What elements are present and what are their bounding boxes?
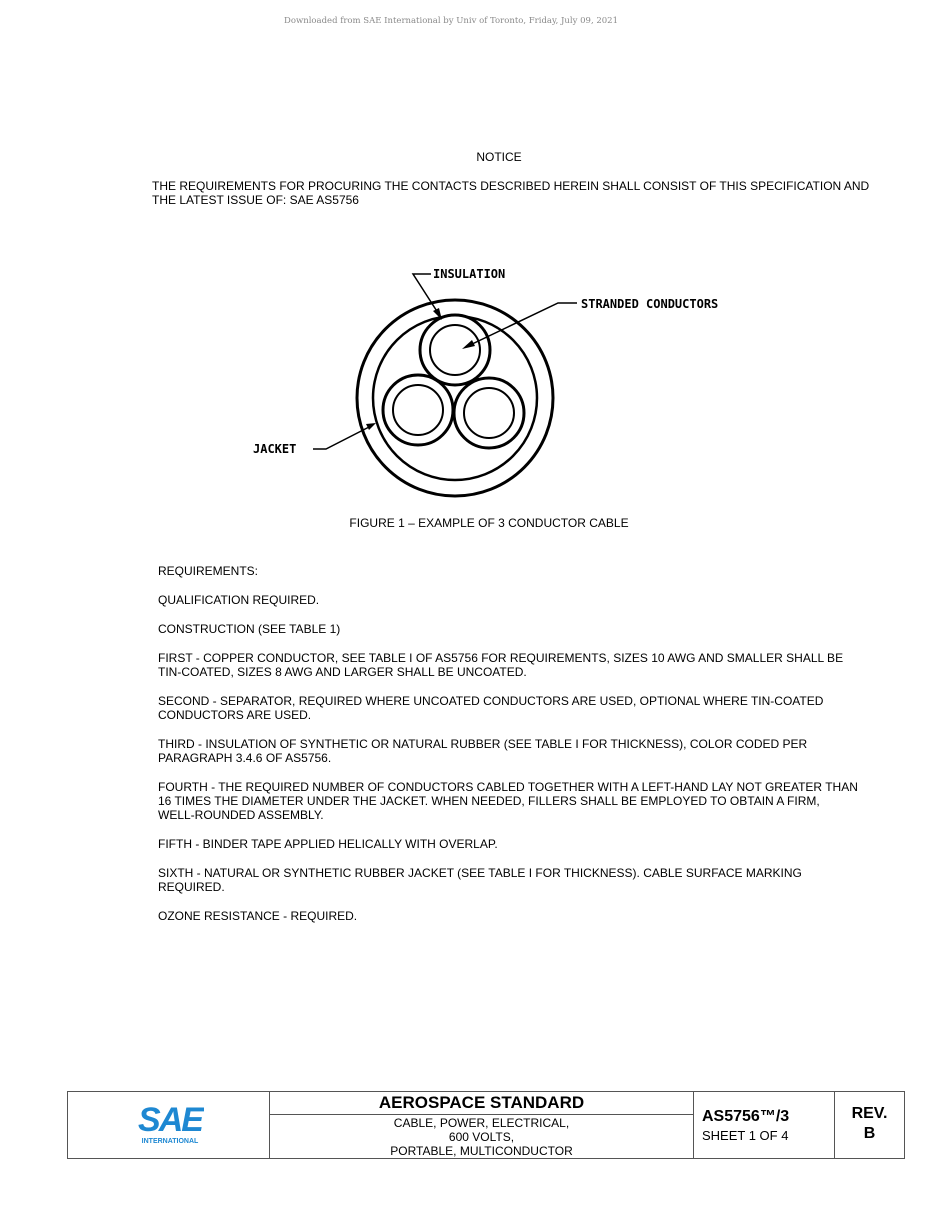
sheet-number: SHEET 1 OF 4 — [702, 1128, 789, 1143]
sae-logo — [136, 1102, 204, 1148]
subtitle-line: CABLE, POWER, ELECTRICAL, — [393, 1116, 570, 1130]
insulation-label: INSULATION — [433, 267, 506, 281]
requirement-item: OZONE RESISTANCE - REQUIRED. — [158, 909, 358, 923]
notice-text: THE REQUIREMENTS FOR PROCURING THE CONTACTS DESCRIBED HEREIN SHALL CONSIST OF THIS SPECIFICATION AND THE LATEST ISSUE OF: SAE AS5756 — [152, 179, 870, 207]
requirement-item: FIFTH - BINDER TAPE APPLIED HELICALLY WITH OVERLAP. — [158, 837, 498, 851]
requirement-item: CONSTRUCTION (SEE TABLE 1) — [158, 622, 341, 636]
conductor-left-core — [393, 385, 443, 435]
jacket-arrowhead — [366, 423, 376, 430]
cable-figure — [240, 258, 780, 508]
subtitle-line: 600 VOLTS, — [448, 1130, 515, 1144]
stranded-conductors-label: STRANDED CONDUCTORS — [581, 297, 719, 311]
standard-subtitle — [270, 1115, 693, 1158]
subtitle-line: PORTABLE, MULTICONDUCTOR — [390, 1144, 573, 1158]
figure-caption: FIGURE 1 – EXAMPLE OF 3 CONDUCTOR CABLE — [349, 516, 629, 530]
svg-text:SAE: SAE — [138, 1102, 202, 1139]
title-cell — [270, 1092, 694, 1158]
conductor-top-core — [430, 325, 480, 375]
requirement-item: SECOND - SEPARATOR, REQUIRED WHERE UNCOATED CONDUCTORS ARE USED, OPTIONAL WHERE TIN-COATED CONDUCTORS ARE USED. — [158, 694, 824, 722]
requirement-item: QUALIFICATION REQUIRED. — [158, 593, 320, 607]
notice-title: NOTICE — [476, 150, 522, 164]
document-number: AS5756™/3 — [702, 1108, 790, 1125]
requirement-item: FOURTH - THE REQUIRED NUMBER OF CONDUCTORS CABLED TOGETHER WITH A LEFT-HAND LAY NOT GREATER THAN 16 TIMES THE DIAMETER UNDER THE JACKET. WHEN NEEDED, FILLERS SHALL BE EMPLOYED TO OBTAIN A FIRM, WELL-ROUNDED ASSEMBLY. — [158, 780, 858, 822]
logo-cell — [68, 1092, 270, 1158]
svg-text:INTERNATIONAL: INTERNATIONAL — [141, 1138, 199, 1145]
revision-label: REV. — [851, 1105, 888, 1122]
revision-value: B — [863, 1125, 876, 1142]
number-cell — [694, 1092, 835, 1158]
requirement-item: THIRD - INSULATION OF SYNTHETIC OR NATURAL RUBBER (SEE TABLE I FOR THICKNESS), COLOR CODED PER PARAGRAPH 3.4.6 OF AS5756. — [158, 737, 808, 765]
standard-title: AEROSPACE STANDARD — [270, 1092, 693, 1115]
requirement-item: FIRST - COPPER CONDUCTOR, SEE TABLE I OF AS5756 FOR REQUIREMENTS, SIZES 10 AWG AND SMALLER SHALL BE TIN-COATED, SIZES 8 AWG AND LARGER SHALL BE UNCOATED. — [158, 651, 844, 679]
download-notice: Downloaded from SAE International by Univ of Toronto, Friday, July 09, 2021 — [284, 16, 618, 26]
jacket-label: JACKET — [253, 442, 297, 456]
title-block — [67, 1091, 905, 1159]
requirement-item: SIXTH - NATURAL OR SYNTHETIC RUBBER JACKET (SEE TABLE I FOR THICKNESS). CABLE SURFACE MARKING REQUIRED. — [158, 866, 802, 894]
requirements-list — [158, 564, 858, 938]
revision-cell — [835, 1092, 904, 1158]
requirements-heading: REQUIREMENTS: — [158, 564, 259, 578]
conductor-right-core — [464, 388, 514, 438]
